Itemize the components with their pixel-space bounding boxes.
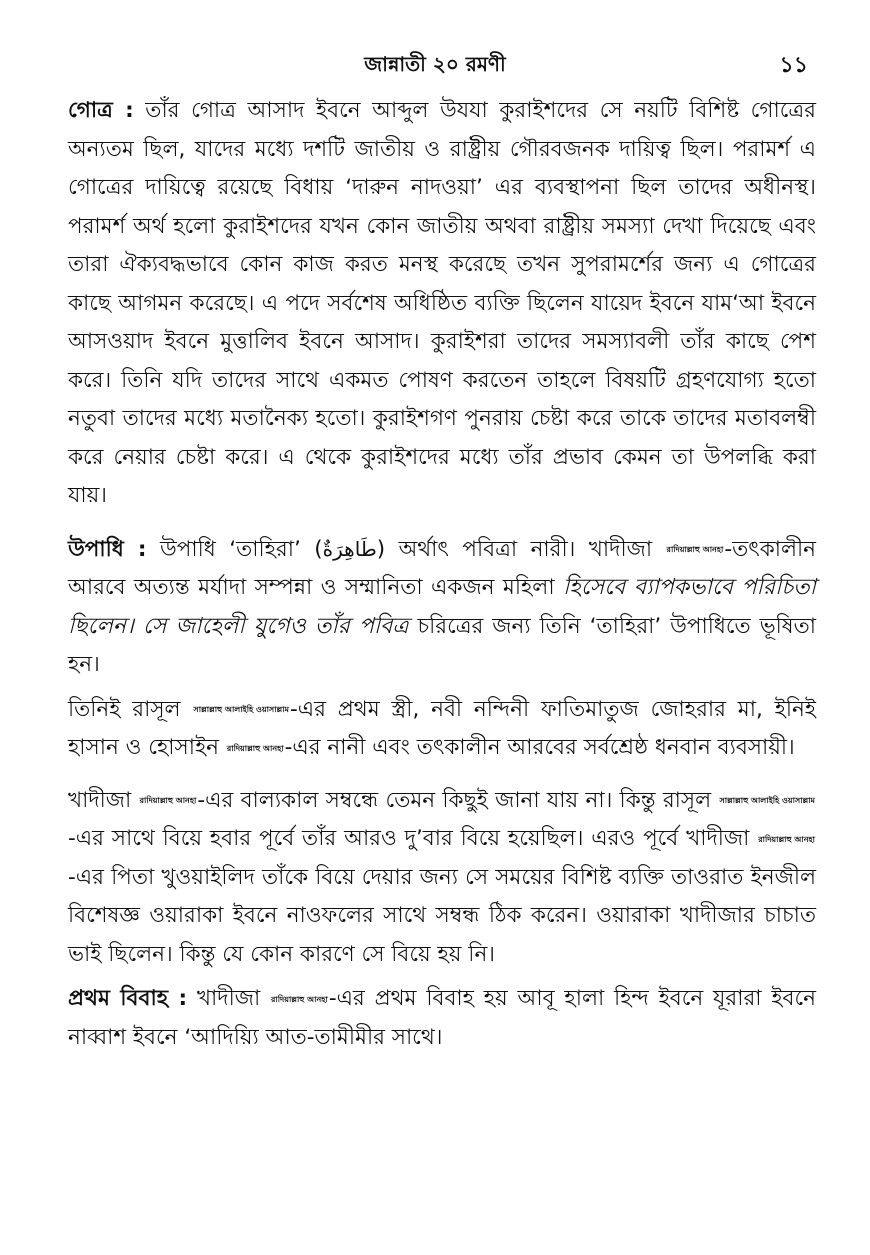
paragraph-text: -এর বাল্যকাল সম্বন্ধে তেমন কিছুই জানা যায় না। কিন্তু রাসূল	[197, 787, 719, 813]
honorific-sallallahu: সাল্লাল্লাহু আলাইহি ওয়াসাল্লাম	[193, 705, 289, 714]
honorific-radiallahu-anha: রাদিয়াল্লাহু আনহা	[271, 994, 328, 1004]
paragraph-text: চরিত্রের জন্য তিনি ‘তাহিরা’ উপাধিতে ভূষিতা হন।	[68, 613, 816, 677]
page-number: ১১	[779, 53, 808, 78]
paragraph-text-italic: হিসেবে ব্যাপকভাবে পরিচিতা ছিলেন। সে জাহেলী যুগেও তাঁর পবিত্র	[68, 575, 816, 639]
paragraph-prothom-bibaho	[68, 980, 816, 1057]
honorific-radiallahu-anha: রাদিয়াল্লাহু আনহা	[758, 834, 815, 844]
paragraph-text: -তৎকালীন আরবে অত্যন্ত মর্যাদা সম্পন্না ও সম্মানিতা একজন মহিলা	[68, 536, 816, 600]
honorific-radiallahu-anha: রাদিয়াল্লাহু আনহা	[139, 796, 197, 805]
paragraph-text: -এর সাথে বিয়ে হবার পূর্বে তাঁর আরও দু’বার বিয়ে হয়েছিল। এরও পূর্বে খাদীজা	[68, 826, 758, 851]
honorific-radiallahu-anha: রাদিয়াল্লাহু আনহা	[666, 545, 724, 554]
paragraph-text: খাদীজা	[68, 787, 139, 813]
arabic-word: طَاهِرَةٌ	[322, 536, 377, 561]
paragraph-text: খাদীজা	[187, 986, 271, 1011]
paragraph-text: -এর প্রথম বিবাহ হয় আবূ হালা হিন্দ ইবনে যূরারা ইবনে নাব্বাশ ইবনে ‘আদিয়্যি আত-তামীমীর সাথে।	[68, 986, 816, 1050]
paragraph-tinii	[68, 691, 816, 768]
paragraph-gotro	[68, 92, 816, 516]
section-label: উপাধি :	[68, 536, 147, 562]
paragraph-text: তাঁর গোত্র আসাদ ইবনে আব্দুল উযযা কুরাইশদের সে নয়টি বিশিষ্ট গোত্রের অন্যতম ছিল, যাদের মধ্যে দশটি জাতীয় ও রাষ্ট্রীয় গৌরবজনক দায়িত্ব ছিল। পরামর্শ এ গোত্রের দায়িত্বে রয়েছে বিধায় ‘দারুন নাদওয়া’ এর ব্যবস্থাপনা ছিল তাদের অধীনস্থ। পরামর্শ অর্থ হলো কুরাইশদের যখন কোন জাতীয় অথবা রাষ্ট্রীয় সমস্যা দেখা দিয়েছে এবং তারা ঐক্যবদ্ধভাবে কোন কাজ করত মনস্থ করেছে তখন সুপরামর্শের জন্য এ গোত্রের কাছে আগমন করেছে। এ পদে সর্বশেষ অধিষ্ঠিত ব্যক্তি ছিলেন যায়েদ ইবনে যাম‘আ ইবনে আসওয়াদ ইবনে মুত্তালিব ইবনে আসাদ। কুরাইশরা তাদের সমস্যাবলী তাঁর কাছে পেশ করে। তিনি যদি তাদের সাথে একমত পোষণ করতেন তাহলে বিষয়টি গ্রহণযোগ্য হতো নতুবা তাদের মধ্যে মতানৈক্য হতো। কুরাইশগণ পুনরায় চেষ্টা করে তাকে তাদের মতাবলম্বী করে নেয়ার চেষ্টা করে। এ থেকে কুরাইশদের মধ্যে তাঁর প্রভাব কেমন তা উপলব্ধি করা যায়।	[68, 98, 816, 508]
paragraph-text: -এর নানী এবং তৎকালীন আরবের সর্বশ্রেষ্ঠ ধনবান ব্যবসায়ী।	[284, 735, 795, 760]
paragraph-text: ) অর্থাৎ পবিত্রা নারী। খাদীজা	[376, 536, 666, 562]
section-label: গোত্র :	[68, 98, 134, 123]
honorific-sallallahu: সাল্লাল্লাহু আলাইহি ওয়াসাল্লাম	[719, 796, 815, 805]
paragraph-text: -এর প্রথম স্ত্রী, নবী নন্দিনী ফাতিমাতুজ জোহরার মা, ইনিই হাসান ও হোসাইন	[68, 696, 816, 760]
honorific-radiallahu-anhu: রাদিয়াল্লাহু আনহা	[226, 743, 284, 753]
paragraph-khadija	[68, 782, 816, 975]
body-text	[68, 92, 816, 1057]
section-label: প্রথম বিবাহ :	[68, 986, 188, 1011]
paragraph-text: -এর পিতা খুওয়াইলিদ তাঁকে বিয়ে দেয়ার জন্য সে সময়ের বিশিষ্ট ব্যক্তি তাওরাত ইনজীল বিশেষজ্ঞ ওয়ারাকা ইবনে নাওফলের সাথে সম্বন্ধ ঠিক করেন। ওয়ারাকা খাদীজার চাচাত ভাই ছিলেন। কিন্তু যে কোন কারণে সে বিয়ে হয় নি।	[68, 864, 816, 967]
paragraph-text: তিনিই রাসূল	[68, 696, 193, 722]
paragraph-upadhi	[68, 530, 816, 685]
paragraph-text: উপাধি ‘তাহিরা’ (	[146, 536, 323, 562]
running-header: জান্নাতী ২০ রমণী	[364, 52, 506, 76]
